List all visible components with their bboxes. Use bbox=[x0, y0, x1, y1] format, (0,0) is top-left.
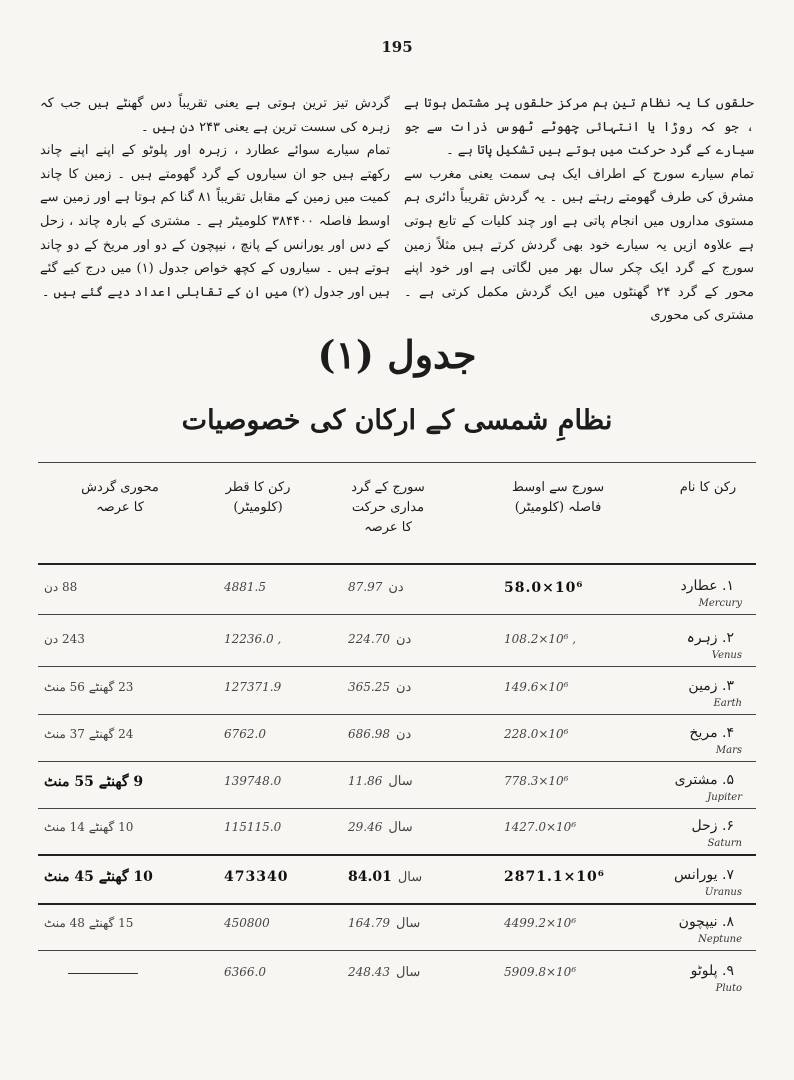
diameter: 450800 bbox=[224, 916, 270, 930]
planet-english-name: Mars bbox=[715, 745, 742, 756]
header-diameter: رکن کا قطر (کلومیٹر) bbox=[225, 480, 291, 515]
planet-name: ۵. مشتری bbox=[674, 772, 734, 788]
rotation-period: 10 گھنٹے 14 منٹ bbox=[44, 820, 134, 834]
header-rotation: محوری گردش کا عرصہ bbox=[81, 480, 159, 515]
table-row bbox=[38, 715, 756, 761]
mean-distance: 149.6×10⁶ bbox=[504, 680, 569, 694]
orbital-period bbox=[348, 916, 420, 931]
diameter: 473340 bbox=[224, 869, 289, 885]
diameter: 115115.0 bbox=[224, 820, 282, 834]
paragraph: حلقوں کا یہ نظام تین ہم مرکز حلقوں پر مشتمل ہوتا ہے ، جو کہ روڑا یا انتہائی چھوٹے ٹھوس ذرات سے جو سیارے کے گرد حرکت میں ہوتے ہیں تشکیل پاتا ہے ۔ bbox=[404, 96, 754, 159]
table-title: نظامِ شمسی کے ارکان کی خصوصیات bbox=[181, 405, 613, 436]
mean-distance: 1427.0×10⁶ bbox=[504, 820, 577, 834]
orbital-period bbox=[348, 869, 422, 885]
header-orbit: سورج کے گرد مداری حرکت کا عرصہ bbox=[351, 480, 425, 535]
row-divider bbox=[38, 614, 756, 615]
table-row bbox=[38, 568, 756, 614]
table-row bbox=[38, 762, 756, 808]
diameter: 6366.0 bbox=[224, 965, 266, 979]
rotation-period: 88 دن bbox=[44, 580, 78, 594]
orbital-period bbox=[348, 632, 411, 647]
orbital-period bbox=[348, 820, 413, 835]
rotation-period: 10 گھنٹے 45 منٹ bbox=[44, 869, 153, 885]
orbital-period bbox=[348, 774, 413, 789]
mean-distance: 2871.1×10⁶ bbox=[504, 869, 605, 885]
rotation-period: 23 گھنٹے 56 منٹ bbox=[44, 680, 134, 694]
text-column-right bbox=[404, 92, 754, 328]
row-divider bbox=[38, 854, 756, 856]
table-number-heading: جدول (۱) bbox=[317, 332, 477, 377]
planet-english-name: Pluto bbox=[715, 983, 742, 994]
orbital-period-value: 365.25 bbox=[348, 680, 390, 694]
orbital-period-value: 11.86 bbox=[348, 774, 383, 788]
orbital-period-value: 29.46 bbox=[348, 820, 383, 834]
orbital-period-unit: دن bbox=[396, 727, 412, 742]
planet-english-name: Mercury bbox=[698, 598, 742, 609]
planet-name: ۳. زمین bbox=[688, 678, 734, 694]
table-top-rule bbox=[38, 462, 756, 463]
page-number: 195 bbox=[381, 38, 413, 56]
planet-name: ۲. زہرہ bbox=[686, 630, 734, 646]
planet-english-name: Venus bbox=[711, 650, 742, 661]
orbital-period-value: 87.97 bbox=[348, 580, 383, 594]
planet-english-name: Earth bbox=[713, 698, 742, 709]
orbital-period-value: 248.43 bbox=[348, 965, 390, 979]
row-divider bbox=[38, 950, 756, 951]
rotation-period: 9 گھنٹے 55 منٹ bbox=[44, 774, 144, 790]
orbital-period bbox=[348, 580, 404, 595]
orbital-period-value: 224.70 bbox=[348, 632, 390, 646]
orbital-period-unit: دن bbox=[396, 680, 412, 695]
row-divider bbox=[38, 666, 756, 667]
planet-english-name: Jupiter bbox=[707, 792, 742, 803]
orbital-period-value: 686.98 bbox=[348, 727, 390, 741]
text-column-left bbox=[40, 92, 390, 304]
orbital-period-unit: سال bbox=[388, 774, 413, 789]
paragraph: تمام سیارے سورج کے اطراف ایک ہی سمت یعنی مغرب سے مشرق کی طرف گھومتے رہتے ہیں ۔ یہ گردش تقریباً دائری ہم مستوی مداروں میں انجام پاتی ہے اور چند کلیات کے تابع ہوتی ہے علاوہ ازیں یہ سیارے خود بھی گردش کرتے ہیں مثلاً زمین سورج کے گرد ایک چکر سال بھر میں لگاتی ہے اور خود اپنے محور کے گرد ۲۴ گھنٹوں میں ایک گردش مکمل کرتی ہے ۔ مشتری کی محوری bbox=[404, 166, 755, 324]
table-row bbox=[38, 620, 756, 666]
table-row bbox=[38, 904, 756, 950]
rotation-period-dash bbox=[68, 973, 138, 974]
diameter: 139748.0 bbox=[224, 774, 282, 788]
planet-english-name: Saturn bbox=[707, 838, 742, 849]
paragraph: تمام سیارے سوائے عطارد ، زہرہ اور پلوٹو کے اپنے اپنے چاند رکھتے ہیں جو ان سیاروں کے گرد گھومتے ہیں ۔ زمین کا چاند کمیت میں زمین کے مقابل تقریباً ۸۱ گنا کم ہوتا ہے اور زمین سے اوسط فاصلہ ۳۸۴۴۰۰ کلومیٹر ہے ۔ مشتری کے بارہ چاند ، زحل کے دس اور یورانس کے پانچ ، نیپچون کے دو اور مریخ کے دو چاند ہوتے ہیں ۔ سیاروں کے کچھ خواص جدول (۱) میں درج کیے گئے ہیں اور جدول (۲) میں ان کے تقابلی اعداد دیے گئے ہیں ۔ bbox=[40, 143, 390, 300]
paragraph: گردش تیز ترین ہوتی ہے یعنی تقریباً دس گھنٹے ہیں جب کہ زہرہ کی سست ترین ہے یعنی ۲۴۳ دن ہیں ۔ bbox=[40, 96, 390, 135]
planet-name: ۴. مریخ bbox=[689, 725, 734, 741]
diameter: 4881.5 bbox=[224, 580, 266, 594]
orbital-period-unit: سال bbox=[388, 820, 413, 835]
orbital-period-unit: سال bbox=[396, 916, 421, 931]
mean-distance: 4499.2×10⁶ bbox=[504, 916, 577, 930]
planet-english-name: Neptune bbox=[698, 934, 742, 945]
orbital-period-value: 164.79 bbox=[348, 916, 390, 930]
table-row bbox=[38, 808, 756, 854]
planet-english-name: Uranus bbox=[704, 887, 742, 898]
orbital-period-unit: دن bbox=[396, 632, 412, 647]
rotation-period: 15 گھنٹے 48 منٹ bbox=[44, 916, 134, 930]
mean-distance: 778.3×10⁶ bbox=[504, 774, 569, 788]
orbital-period bbox=[348, 727, 411, 742]
header-name: رکن کا نام bbox=[679, 480, 737, 495]
planet-name: ۷. یورانس bbox=[674, 867, 734, 883]
orbital-period bbox=[348, 965, 420, 980]
diameter: 12236.0 , bbox=[224, 632, 282, 646]
mean-distance: 108.2×10⁶ , bbox=[504, 632, 577, 646]
orbital-period-unit: دن bbox=[388, 580, 404, 595]
rotation-period: 243 دن bbox=[44, 632, 85, 646]
mean-distance: 228.0×10⁶ bbox=[504, 727, 569, 741]
orbital-period-value: 84.01 bbox=[348, 869, 392, 885]
table-row bbox=[38, 857, 756, 903]
table-row bbox=[38, 668, 756, 714]
orbital-period-unit: سال bbox=[396, 965, 421, 980]
rotation-period: 24 گھنٹے 37 منٹ bbox=[44, 727, 134, 741]
planet-name: ۶. زحل bbox=[691, 818, 734, 834]
diameter: 127371.9 bbox=[224, 680, 282, 694]
mean-distance: 58.0×10⁶ bbox=[504, 580, 584, 596]
diameter: 6762.0 bbox=[224, 727, 266, 741]
mean-distance: 5909.8×10⁶ bbox=[504, 965, 577, 979]
orbital-period-unit: سال bbox=[397, 870, 423, 885]
orbital-period bbox=[348, 680, 411, 695]
header-distance: سورج سے اوسط فاصلہ (کلومیٹر) bbox=[511, 480, 605, 515]
planet-name: ۹. پلوٹو bbox=[690, 963, 734, 979]
planet-name: ۱. عطارد bbox=[680, 578, 734, 594]
planet-name: ۸. نیپچون bbox=[678, 914, 734, 930]
table-header-rule bbox=[38, 563, 756, 565]
table-row bbox=[38, 953, 756, 999]
